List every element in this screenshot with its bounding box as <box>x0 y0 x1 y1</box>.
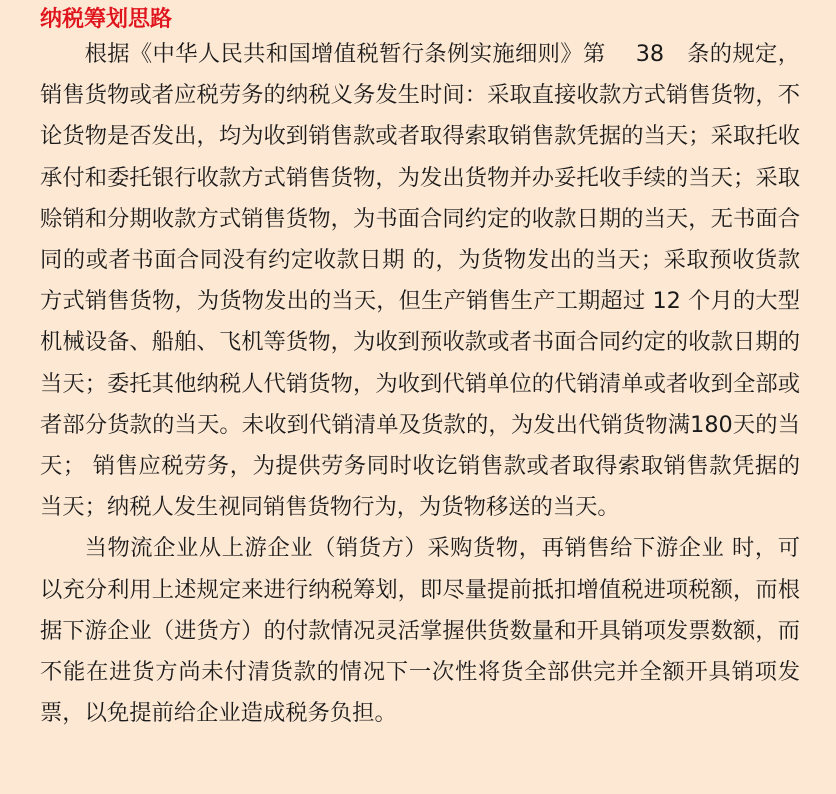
paragraph-logistics-strategy: 当物流企业从上游企业（销货方）采购货物，再销售给下游企业 时，可以充分利用上述规定来进行纳税筹划，即尽量提前抵扣增值税进项税额，而根据下游企业（进货方）的付款情况灵活掌握供货数量和开具销项发票数额，而不能在进货方尚未付清货款的情况下一次性将货全部供完并全额开具销项发票，以免提前给企业造成税务负担。 <box>40 535 800 727</box>
section-heading: 纳税筹划思路 <box>40 7 173 32</box>
paragraph-tax-obligation-timing: 根据《中华人民共和国增值税暂行条例实施细则》第 38 条的规定，销售货物或者应税劳务的纳税义务发生时间：采取直接收款方式销售货物，不论货物是否发出，均为收到销售款或者取得索取销售款凭据的当天；采取托收承付和委托银行收款方式销售货物，为发出货物并办妥托收手续的当天；采取赊销和分期收款方式销售货物，为书面合同约定的收款日期的当天，无书面合同的或者书面合同没有约定收款日期 的，为货物发出的当天；采取预收货款方式销售货物，为货物发出的当天，但生产销售生产工期超过 12 个月的大型机械设备、船舶、飞机等货物，为收到预收款或者书面合同约定的收款日期的当天；委托其他纳税人代销货物，为收到代销单位的代销清单或者收到全部或者部分货款的当天。未收到代销清单及货款的，为发出代销货物满180天的当天； 销售应税劳务，为提供劳务同时收讫销售款或者取得索取销售款凭据的当天；纳税人发生视同销售货物行为，为货物移送的当天。 <box>40 41 800 521</box>
